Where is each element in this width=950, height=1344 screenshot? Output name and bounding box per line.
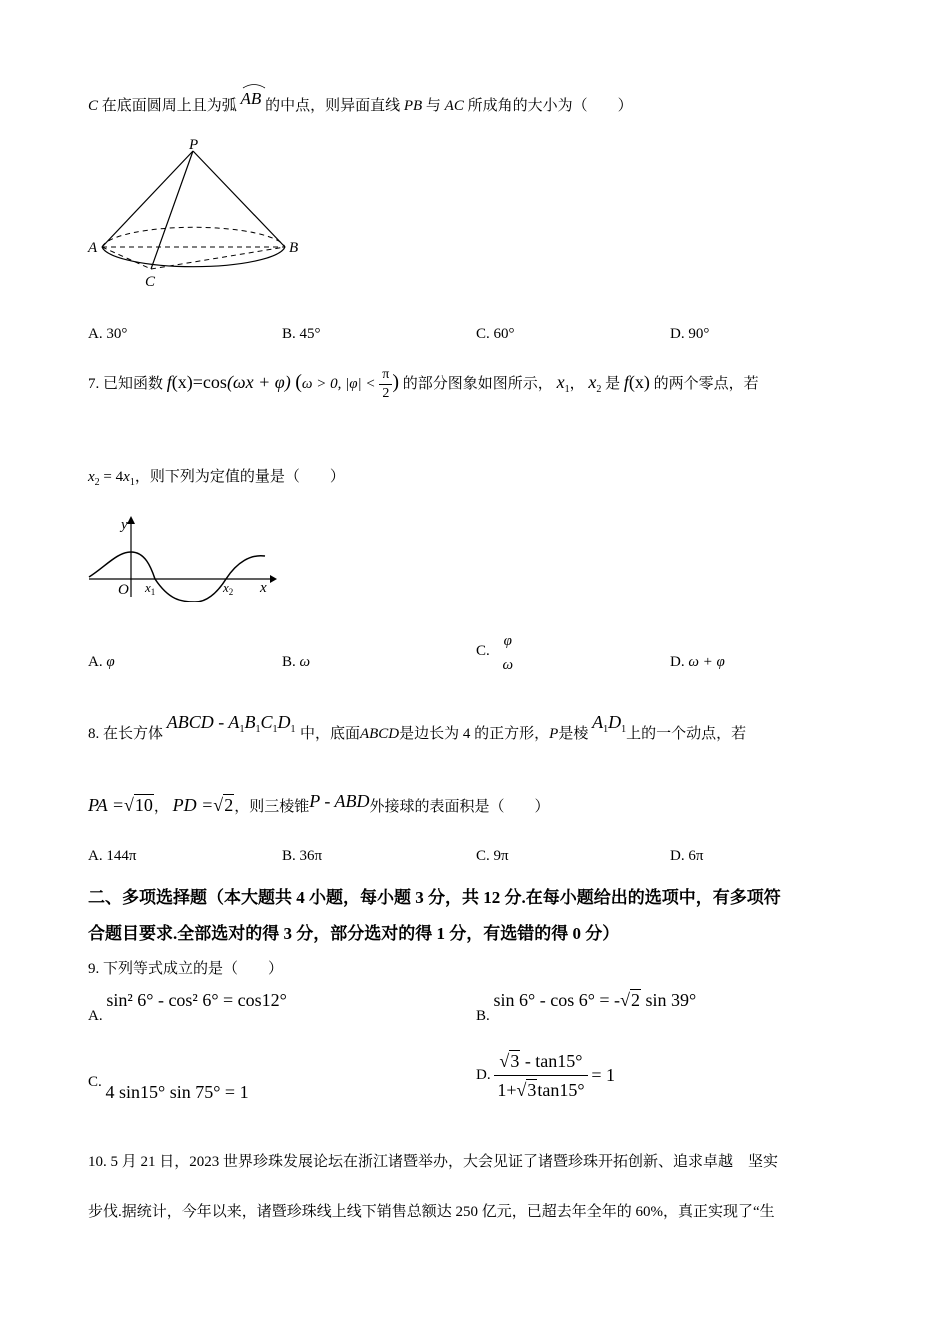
label-a: A xyxy=(88,240,98,256)
q6-option-d[interactable]: D. 90° xyxy=(670,326,710,342)
q8-option-b[interactable]: B. 36π xyxy=(282,848,323,864)
q8-pa: PA =√10 xyxy=(88,795,153,815)
q9-option-d[interactable]: D. $\frac{√3 - \tan 15^\circ}{1+√3\tan 15^\circ}$ = 1 xyxy=(476,1048,615,1103)
q6-option-c[interactable]: C. 60° xyxy=(476,326,515,342)
q8-pd: PD =√2 xyxy=(172,795,234,815)
graph-label-y: y xyxy=(121,517,128,533)
q8-solid: ABCD - $A_1B_1C_1D_1$ xyxy=(166,712,296,735)
label-b: B xyxy=(289,240,299,256)
graph-label-x2: $x_2$ xyxy=(223,580,234,597)
q9-option-c[interactable]: C. 4 sin15° sin 75° = 1 xyxy=(88,1074,249,1102)
q7-option-b[interactable]: B. ω xyxy=(282,654,311,670)
cosine-curve xyxy=(89,552,265,602)
q8-option-a[interactable]: A. 144π xyxy=(88,848,137,864)
q6-point-c: C xyxy=(88,98,99,114)
x-axis-arrow-icon xyxy=(270,575,277,583)
graph-label-origin: O xyxy=(118,582,129,598)
q8-edge: $A_1D_1$ xyxy=(592,712,627,735)
q8-tail2: 外接球的表面积是（ ） xyxy=(369,799,550,815)
q6-pb: PB xyxy=(403,98,423,114)
q6-stem xyxy=(88,89,633,115)
q6-option-a[interactable]: A. 30° xyxy=(88,326,128,342)
q8-pyramid: P - ABD xyxy=(309,791,370,811)
q9-option-a[interactable]: A. sin² 6° - cos² 6° = cos12° xyxy=(88,990,287,1024)
phi-over-omega: φ ω xyxy=(502,633,514,673)
arc-mark-icon xyxy=(241,81,267,89)
q9-d-fraction: $\frac{√3 - \tan 15^\circ}{1+√3\tan 15^\circ}$ xyxy=(494,1048,587,1103)
q9-a-expr: sin² 6° - cos² 6° = cos12° xyxy=(106,990,287,1010)
q6-arc-ab: AB xyxy=(241,89,262,109)
q7-option-d[interactable]: D. ω + φ xyxy=(670,654,725,670)
q6-ac: AC xyxy=(444,98,464,114)
graph-label-x1: $x_1$ xyxy=(145,580,156,597)
q7-x1: $x_1$ xyxy=(556,372,570,395)
q7-relation: $x_2 = 4x_1$，则下列为定值的量是（ ） xyxy=(88,469,345,488)
q7-zeros: 的两个零点，若 xyxy=(653,376,759,392)
q7-condition: ( xyxy=(295,371,302,393)
q7-number: 7. 已知函数 xyxy=(88,376,164,392)
cone-edge-pc xyxy=(151,151,193,269)
q6-option-b[interactable]: B. 45° xyxy=(282,326,321,342)
q7-rel-tail: ，则下列为定值的量是（ ） xyxy=(134,469,345,485)
cosine-graph xyxy=(85,512,280,602)
q9-stem: 9. 下列等式成立的是（ ） xyxy=(88,961,284,977)
q7-desc: 的部分图象如图所示， xyxy=(402,376,553,392)
q8-option-c[interactable]: C. 9π xyxy=(476,848,509,864)
q7-stem: 7. 已知函数 f(x)=cos(ωx + φ) (ω > 0, |φ| < $\frac{\pi}{2}$ ) 的部分图象如图所示， $x_1$， $x_2$ 是 f(x) 的两个零点，若 xyxy=(88,367,759,402)
q10-line1: 10. 5 月 21 日，2023 世界珍珠发展论坛在浙江诸暨举办，大会见证了诸暨珍珠开拓创新、追求卓越 坚实 xyxy=(88,1154,779,1170)
q6-text-b: 的中点，则异面直线 xyxy=(265,98,401,114)
cone-chord-ac xyxy=(102,247,151,269)
q7-option-a[interactable]: A. φ xyxy=(88,654,115,670)
q10-line2: 步伐.据统计，今年以来，诸暨珍珠线上线下销售总额达 250 亿元，已超去年全年的 60%，真正实现了“生 xyxy=(88,1204,775,1220)
q6-text-c: 所成角的大小为（ ） xyxy=(467,98,633,114)
q7-x2: $x_2$ xyxy=(588,372,602,395)
q9-b-expr: sin 6° - cos 6° = -√2 sin 39° xyxy=(493,990,697,1010)
label-p: P xyxy=(189,137,199,153)
y-axis-arrow-icon xyxy=(127,516,135,524)
cone-edge-pb xyxy=(193,151,285,247)
q7-function: f(x)=cos(ωx + φ) xyxy=(166,372,291,392)
q7-option-c[interactable]: C. φ ω xyxy=(476,630,516,676)
q7-cond-omega: ω > 0, xyxy=(301,376,342,392)
cone-edge-pa xyxy=(102,151,193,247)
graph-label-x: x xyxy=(260,580,267,596)
cone-base-back xyxy=(102,227,285,247)
q9-c-expr: 4 sin15° sin 75° = 1 xyxy=(105,1082,249,1102)
q7-rel-x2: $x_2$ xyxy=(88,469,100,488)
q8-number: 8. 在长方体 xyxy=(88,726,164,742)
section2-title-line2: 合题目要求.全部选对的得 3 分，部分选对的得 1 分，有选错的得 0 分） xyxy=(88,924,620,943)
q8-conditions: PA =√10， PD =√2，则三棱锥P - ABD外接球的表面积是（ ） xyxy=(88,791,550,815)
q7-fx: f(x) xyxy=(623,372,650,392)
q7-rel-x1: $x_1$ xyxy=(123,469,135,488)
q9-option-b[interactable]: B. sin 6° - cos 6° = -√2 sin 39° xyxy=(476,990,697,1024)
q8-abcd: ABCD xyxy=(359,726,400,742)
q6-text-a: 在底面圆周上且为弧 xyxy=(101,98,237,114)
cone-figure xyxy=(85,135,310,295)
cone-base-front xyxy=(102,247,285,267)
q8-stem: 8. 在长方体 ABCD - $A_1B_1C_1D_1$ 中，底面ABCD是边长为 4 的正方形，P是棱 $A_1D_1$上的一个动点，若 xyxy=(88,712,747,742)
section2-title-line1: 二、多项选择题（本大题共 4 小题，每小题 3 分，共 12 分.在每小题给出的选项中，有多项符 xyxy=(88,888,781,907)
q7-cond-phi: |φ| < xyxy=(345,376,376,392)
label-c: C xyxy=(145,274,156,290)
q9-d-eq: = 1 xyxy=(591,1065,615,1085)
q6-and: 与 xyxy=(425,98,441,114)
q8-tail: 上的一个动点，若 xyxy=(626,726,747,742)
q7-pi-over-2: $\frac{\pi}{2}$ xyxy=(379,367,392,402)
q8-option-d[interactable]: D. 6π xyxy=(670,848,704,864)
q8-p: P xyxy=(549,726,559,742)
